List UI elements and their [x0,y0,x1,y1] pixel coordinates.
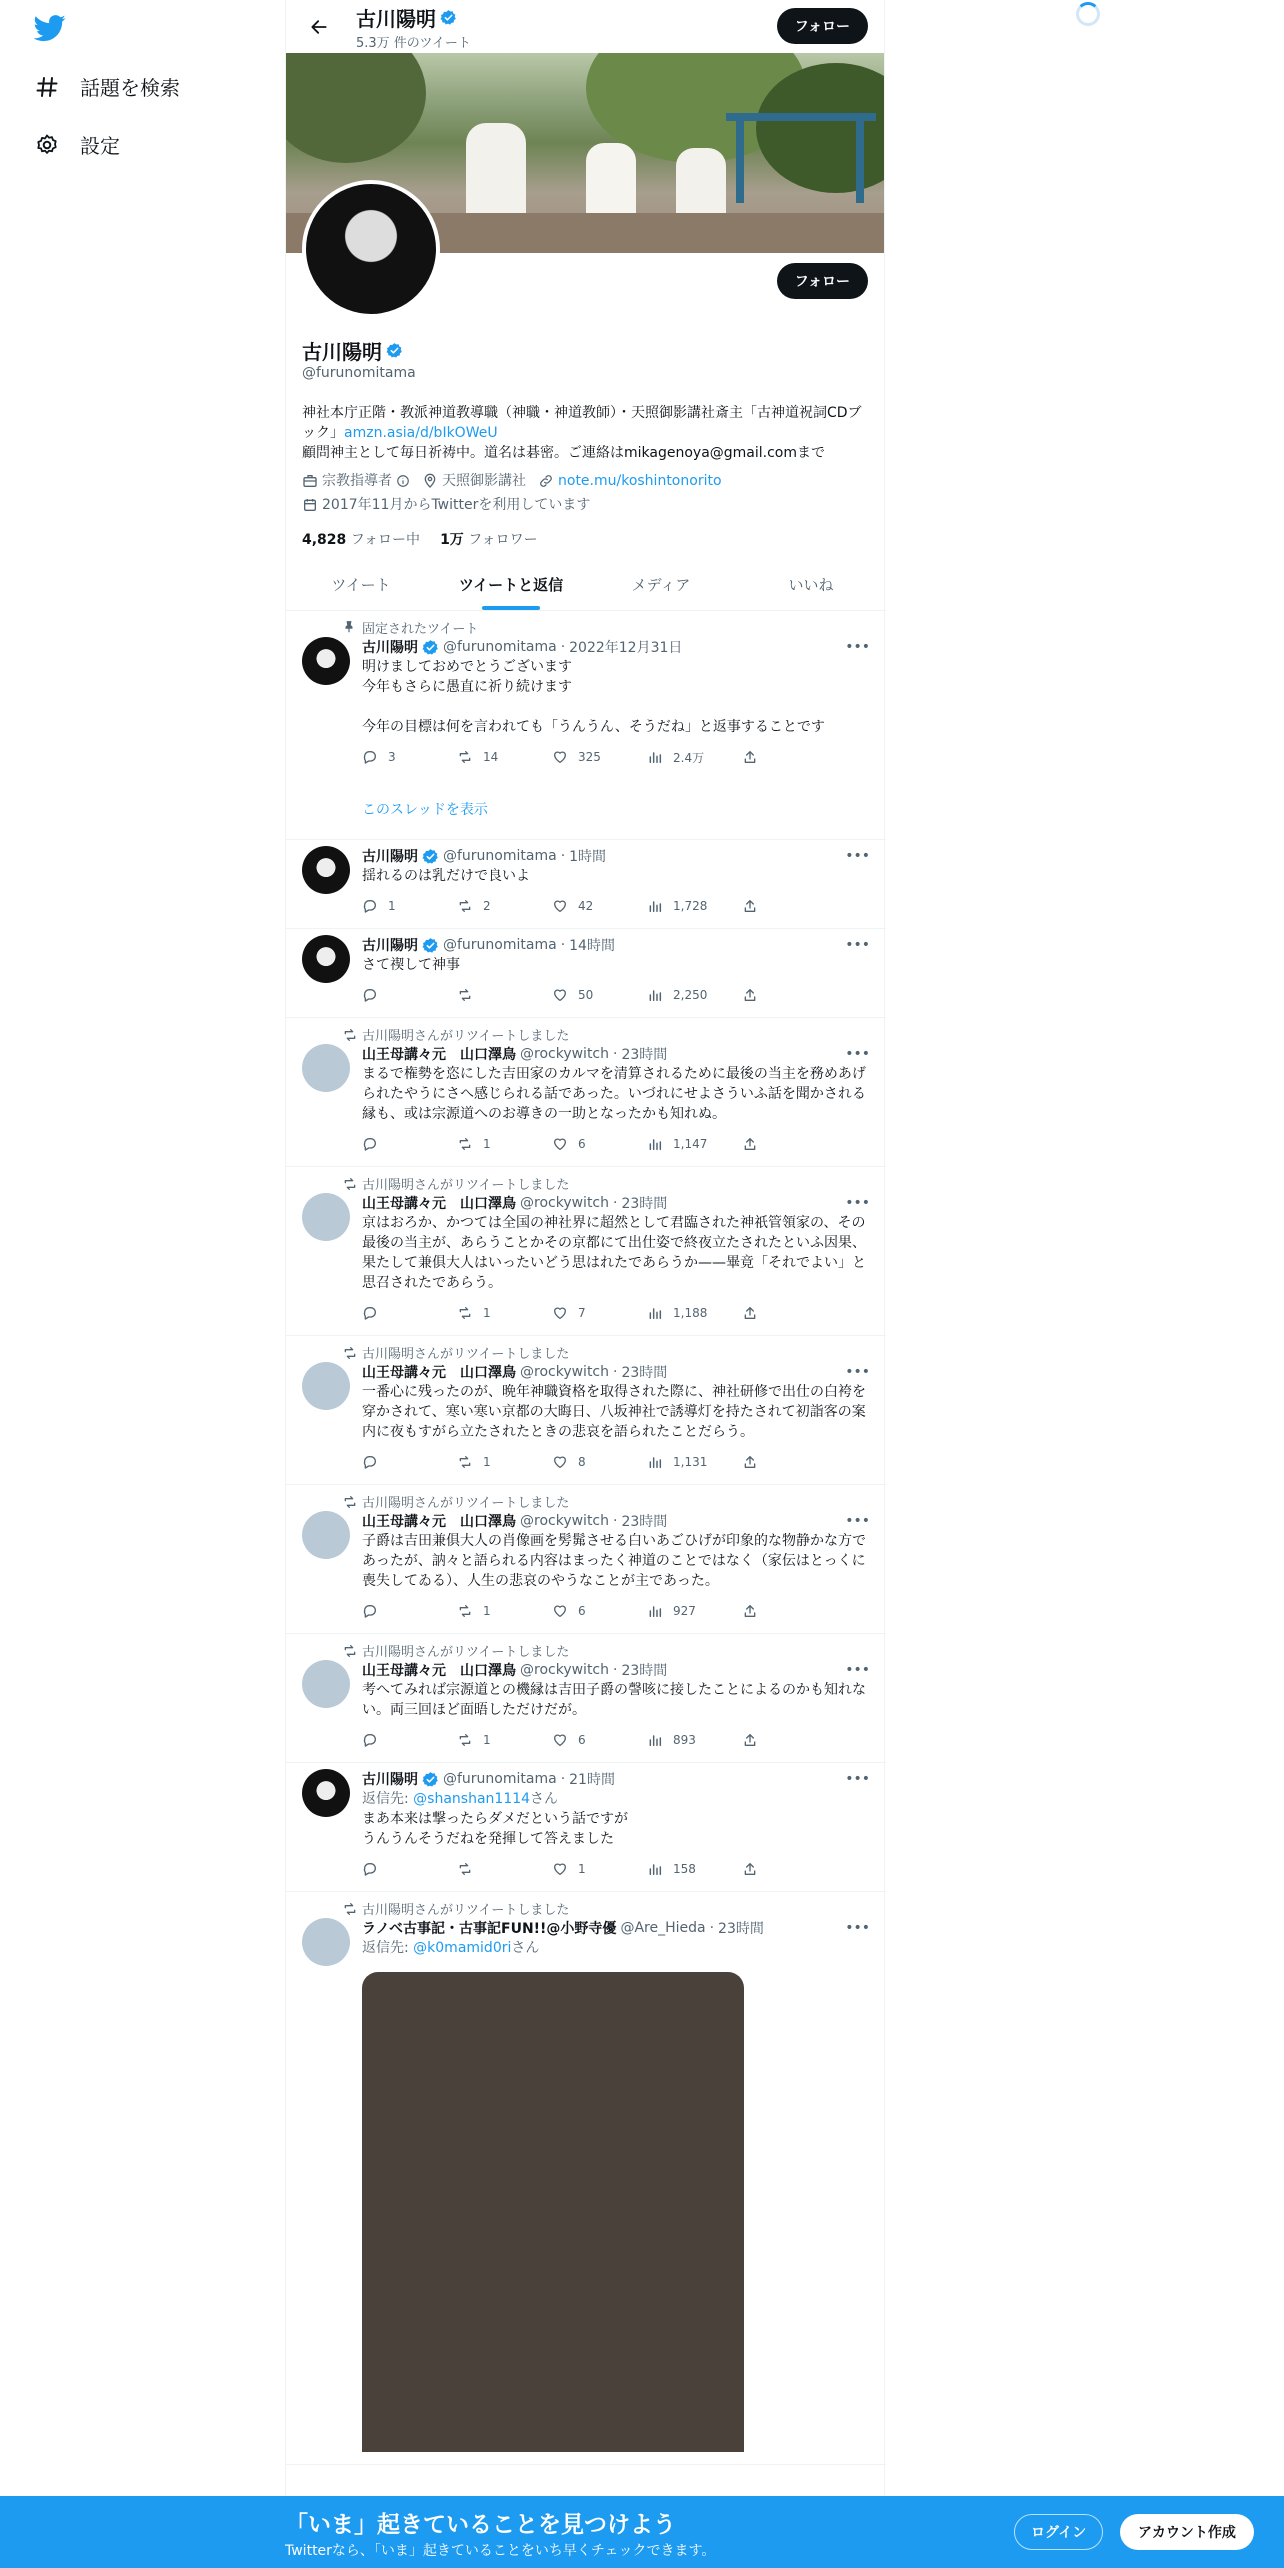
bio-link[interactable]: amzn.asia/d/bIkOWeU [344,425,498,441]
retweet-icon [457,1732,473,1748]
tweet-author-handle[interactable]: @rockywitch [520,1046,610,1062]
tweet-header [362,935,870,955]
reply-to-line: 返信先: @shanshan1114さん [362,1791,559,1807]
share-icon [742,1305,758,1321]
tweet-dot: · [709,1920,715,1936]
retweet-context-icon [342,1643,358,1663]
heart-icon [552,1603,568,1619]
tweet-avatar[interactable] [302,1511,350,1559]
nav-explore-label: 話題を検索 [80,76,180,100]
tweet-header [362,1769,870,1789]
more-options-icon[interactable]: ••• [845,1364,870,1380]
tweet[interactable] [286,1634,886,1763]
tweet[interactable] [286,1167,886,1336]
tweet-header [362,1044,870,1064]
heart-icon [552,1861,568,1877]
tweet-dot: · [613,1662,618,1678]
show-thread-link[interactable]: このスレッドを表示 [362,802,488,818]
tweet-actions [362,747,870,767]
retweet-button[interactable]: 1 [457,1454,552,1470]
tweet-dot: · [613,1046,618,1062]
like-button[interactable]: 6 [552,1136,647,1152]
loading-spinner [1076,2,1100,26]
reply-icon [362,1136,378,1152]
views-button[interactable]: 927 [647,1603,742,1619]
tweet-author-name[interactable]: 古川陽明 [362,849,418,865]
gear-icon [34,132,60,158]
retweet-button[interactable]: 1 [457,1305,552,1321]
tweet-header [362,1918,870,1938]
tweet-text: 考へてみれば宗源道との機縁は吉田子爵の謦咳に接したことによるのかも知れない。両三回ほど面晤しただけだが。 [362,1682,866,1718]
verified-badge-icon [422,937,439,954]
retweet-button[interactable]: 14 [457,749,552,765]
signup-subtitle: Twitterなら、「いま」起きていることをいち早くチェックできます。 [285,2543,716,2559]
like-button[interactable]: 6 [552,1603,647,1619]
signup-title: 「いま」起きていることを見つけよう [285,2512,676,2538]
tweet-text: まあ本来は撃ったらダメだという話ですが うんうんそうだねを発揮して答えました [362,1811,628,1847]
tweet-author-handle[interactable]: @furunomitama [443,1771,557,1787]
tweet-author-handle[interactable]: @rockywitch [520,1513,610,1529]
tab-likes[interactable]: いいね [788,575,834,594]
signup-banner [0,2496,1284,2568]
retweet-icon [457,898,473,914]
website-link[interactable]: note.mu/koshintonorito [558,473,722,489]
tweet-avatar[interactable] [302,1362,350,1410]
retweet-icon [457,987,473,1003]
reply-to-handle[interactable]: @shanshan1114 [413,1791,531,1807]
views-button[interactable]: 2.4万 [647,749,742,766]
reply-button[interactable] [362,1732,457,1748]
location-pin-icon [422,473,438,489]
profile-handle: @furunomitama [302,365,416,381]
tweet-time[interactable]: 21時間 [569,1772,615,1788]
tweet-context: 古川陽明さんがリツイートしました [302,1640,870,1660]
tweet-author-name[interactable]: 山王母講々元 山口澤鳥 [362,1514,516,1530]
tweet-actions [362,1303,870,1323]
more-options-icon[interactable]: ••• [845,1920,870,1936]
reply-button[interactable]: 3 [362,749,457,765]
tweet-header [362,1660,870,1680]
like-button[interactable]: 6 [552,1732,647,1748]
tweet-author-name[interactable]: 古川陽明 [362,1772,418,1788]
tweet-count: 5.3万 件のツイート [356,35,471,51]
tweet-dot: · [560,848,566,864]
follow-button-top[interactable]: フォロー [777,8,868,44]
retweet-button[interactable]: 1 [457,1603,552,1619]
views-button[interactable]: 158 [647,1861,742,1877]
tweet-time[interactable]: 14時間 [569,938,615,954]
share-button[interactable] [742,749,837,765]
share-icon [742,1454,758,1470]
briefcase-icon [302,473,318,489]
views-chart-icon [647,1732,663,1748]
tweet[interactable] [286,1018,886,1167]
login-button[interactable]: ログイン [1014,2514,1103,2550]
views-button[interactable]: 1,728 [647,898,742,914]
reply-icon [362,1603,378,1619]
tweet-text: 明けましておめでとうございます 今年もさらに愚直に祈り続けます 今年の目標は何を言われても「うんうん、そうだね」と返事することです [362,659,825,735]
heart-icon [552,1454,568,1470]
profile-column [285,0,885,2568]
tweet[interactable] [286,1892,886,2465]
more-options-icon[interactable]: ••• [845,1046,870,1062]
reply-icon [362,898,378,914]
tweet-time[interactable]: 23時間 [621,1514,668,1530]
reply-button[interactable] [362,1603,457,1619]
tweet-dot: · [560,1771,566,1787]
tweet-text: さて禊して神事 [362,957,460,973]
tweet-text: 子爵は吉田兼俱大人の肖像画を髣髴させる白いあごひげが印象的な物静かな方であったが、訥々と語られる内容はまったく神道のことではなく（家伝はとっくに喪失してゐる）、人生の悲哀のやうなことが主であった。 [362,1533,866,1589]
reply-button[interactable] [362,1454,457,1470]
like-button[interactable]: 42 [552,898,647,914]
verified-badge-icon [422,848,439,865]
retweet-context-icon [342,1494,358,1514]
share-button[interactable] [742,1305,837,1321]
profile-location: 天照御影講社 [422,471,526,491]
share-button[interactable] [742,898,837,914]
profile-website [538,471,722,491]
nav-explore[interactable] [34,72,180,101]
tweet-avatar[interactable] [302,935,350,983]
retweet-button[interactable]: 1 [457,1732,552,1748]
reply-icon [362,749,378,765]
views-button[interactable]: 1,131 [647,1454,742,1470]
tweet-time[interactable]: 1時間 [569,849,607,865]
more-options-icon[interactable]: ••• [845,1513,870,1529]
tweet[interactable] [286,840,886,929]
tweet-actions [362,1859,870,1879]
tweet-dot: · [613,1195,618,1211]
views-button[interactable]: 2,250 [647,987,742,1003]
tweet-author-handle[interactable]: @furunomitama [443,848,557,864]
heart-icon [552,749,568,765]
tweet-author-name[interactable]: 山王母講々元 山口澤鳥 [362,1365,516,1381]
tweet-text: 京はおろか、かつては全国の神社界に超然として君臨された神祇管領家の、その最後の当主が、あらうことかその京都にて出仕姿で終夜立たされたといふ因果、果たして兼俱大人はいったいどう思はれたであらうか——畢竟「それでよい」と思召されたであらう。 [362,1215,866,1291]
like-button[interactable]: 50 [552,987,647,1003]
reply-button[interactable] [362,1305,457,1321]
tweet-context: 古川陽明さんがリツイートしました [302,1173,870,1193]
views-button[interactable]: 1,188 [647,1305,742,1321]
more-options-icon[interactable]: ••• [845,1662,870,1678]
views-chart-icon [647,1136,663,1152]
tab-tweets-and-replies[interactable]: ツイートと返信 [436,558,586,610]
share-button[interactable] [742,987,837,1003]
tweet-dot: · [613,1364,618,1380]
verified-badge-icon [440,9,457,26]
heart-icon [552,898,568,914]
tweet-context: 古川陽明さんがリツイートしました [302,1491,870,1511]
like-button[interactable]: 1 [552,1861,647,1877]
tweet[interactable] [286,1336,886,1485]
heart-icon [552,987,568,1003]
reply-icon [362,1732,378,1748]
views-button[interactable]: 893 [647,1732,742,1748]
retweet-icon [457,1454,473,1470]
share-icon [742,1136,758,1152]
views-chart-icon [647,1305,663,1321]
followers-stat[interactable]: 1万 フォロワー [440,532,538,548]
tweet-header [362,1511,870,1531]
reply-button[interactable]: 1 [362,898,457,914]
views-chart-icon [647,1454,663,1470]
tweet-author-handle[interactable]: @rockywitch [520,1195,610,1211]
tweet-header [362,846,870,866]
share-icon [742,987,758,1003]
tweet-author-handle[interactable]: @Are_Hieda [620,1920,706,1936]
share-button[interactable] [742,1603,837,1619]
tweet-avatar[interactable] [302,1660,350,1708]
tweet-media-image[interactable] [362,1972,744,2452]
tweet-actions [362,1730,870,1750]
retweet-context-icon [342,1901,358,1921]
retweet-button[interactable]: 2 [457,898,552,914]
retweet-context-icon [342,1027,358,1047]
reply-icon [362,1454,378,1470]
retweet-icon [457,1136,473,1152]
tweet-context: 固定されたツイート [302,617,870,637]
like-button[interactable]: 7 [552,1305,647,1321]
heart-icon [552,1136,568,1152]
tweet-avatar[interactable] [302,1044,350,1092]
tweet-time[interactable]: 2022年12月31日 [569,640,683,656]
profile-category: 宗教指導者 [302,471,410,491]
heart-icon [552,1305,568,1321]
more-options-icon[interactable]: ••• [845,1195,870,1211]
tweet-context: 古川陽明さんがリツイートしました [302,1342,870,1362]
back-arrow-icon[interactable] [302,10,336,44]
share-button[interactable] [742,1454,837,1470]
tab-media[interactable]: メディア [631,575,691,594]
tweet-avatar[interactable] [302,1193,350,1241]
reply-button[interactable] [362,1136,457,1152]
tweet-header [362,637,870,657]
retweet-button[interactable]: 1 [457,1136,552,1152]
nav-settings-label: 設定 [80,134,120,158]
info-icon[interactable] [396,474,410,488]
tweet-avatar[interactable] [302,1918,350,1966]
tweet[interactable] [286,1763,886,1892]
verified-badge-icon [386,342,403,359]
twitter-bird-icon[interactable] [34,12,66,44]
profile-name: 古川陽明 [302,336,870,365]
tweet-actions [362,1134,870,1154]
tweet-author-name[interactable]: ラノベ古事記・古事記FUN!!@小野寺優 [362,1921,617,1937]
reply-to-line: 返信先: @k0mamid0riさん [362,1940,540,1956]
tweet-text: 揺れるのは乳だけで良いよ [362,868,530,884]
tweet-author-name[interactable]: 山王母講々元 山口澤鳥 [362,1196,516,1212]
following-stat[interactable]: 4,828 フォロー中 [302,532,421,548]
tweet-time[interactable]: 23時間 [621,1196,668,1212]
tweet-context: 古川陽明さんがリツイートしました [302,1024,870,1044]
tweet-author-name[interactable]: 山王母講々元 山口澤鳥 [362,1047,516,1063]
share-icon [742,898,758,914]
calendar-icon [302,497,318,513]
reply-button[interactable] [362,987,457,1003]
like-button[interactable]: 325 [552,749,647,765]
tweet-text: 一番心に残ったのが、晩年神職資格を取得された際に、神社研修で出仕の白袴を穿かされて、寒い寒い京都の大晦日、八坂神社で誘導灯を持たされて初詣客の案内に夜もすがら立たされたときの悲哀を語られたことだらう。 [362,1384,866,1440]
more-options-icon[interactable]: ••• [845,639,870,655]
share-icon [742,1732,758,1748]
header-name: 古川陽明 [356,3,471,32]
reply-to-handle[interactable]: @k0mamid0ri [413,1940,512,1956]
follow-stats [302,529,870,549]
tweet-avatar[interactable] [302,846,350,894]
retweet-icon [457,1305,473,1321]
profile-joined: 2017年11月からTwitterを利用しています [302,495,590,515]
tweet-dot: · [613,1513,618,1529]
signup-button[interactable]: アカウント作成 [1120,2514,1254,2550]
profile-bio: 神社本庁正階・教派神道教導職（神職・神道教師）・天照御影講社斎主「古神道祝詞CDブック」amzn.asia/d/bIkOWeU 顧問神主として毎日祈祷中。道名は碁密。ご連絡はmikagenoya@gmail.comまで [302,405,862,461]
profile-info [302,336,870,549]
tweet-author-handle[interactable]: @rockywitch [520,1662,610,1678]
tweet-author-name[interactable]: 古川陽明 [362,938,418,954]
verified-badge-icon [422,1771,439,1788]
tweet-author-name[interactable]: 古川陽明 [362,640,418,656]
retweet-icon [457,749,473,765]
tweet-context: 古川陽明さんがリツイートしました [302,1898,870,1918]
profile-tabs [286,558,886,611]
tweet[interactable] [286,611,886,840]
follow-button[interactable]: フォロー [777,263,868,299]
share-icon [742,749,758,765]
tweet-author-handle[interactable]: @furunomitama [443,639,557,655]
tweet-actions [362,985,870,1005]
hashtag-icon [34,74,60,100]
tweet-dot: · [560,639,566,655]
views-chart-icon [647,1861,663,1877]
tweet[interactable] [286,1485,886,1634]
share-button[interactable] [742,1732,837,1748]
tweet[interactable] [286,929,886,1018]
tweet-time[interactable]: 23時間 [621,1365,668,1381]
tweet-avatar[interactable] [302,1769,350,1817]
views-chart-icon [647,987,663,1003]
verified-badge-icon [422,639,439,656]
views-chart-icon [647,1603,663,1619]
reply-icon [362,1305,378,1321]
retweet-button[interactable] [457,1861,552,1877]
reply-icon [362,1861,378,1877]
tweet-dot: · [560,937,566,953]
tweet-actions [362,896,870,916]
pin-icon [342,620,356,638]
tweet-header [362,1362,870,1382]
share-button[interactable] [742,1136,837,1152]
tweet-text: まるで権勢を恣にした吉田家のカルマを清算されるために最後の当主を務めあげられたやうにさへ感じられる話であった。いづれにせよさういふ話を聞かされる縁も、或は宗源道へのお導きの一助となったかも知れぬ。 [362,1066,866,1122]
heart-icon [552,1732,568,1748]
like-button[interactable]: 8 [552,1454,647,1470]
reply-icon [362,987,378,1003]
views-chart-icon [647,749,663,765]
profile-meta [302,471,870,515]
share-button[interactable] [742,1861,837,1877]
more-options-icon[interactable]: ••• [845,937,870,953]
more-options-icon[interactable]: ••• [845,1771,870,1787]
nav-settings[interactable] [34,130,120,159]
tweet-author-name[interactable]: 山王母講々元 山口澤鳥 [362,1663,516,1679]
tweet-time[interactable]: 23時間 [621,1663,668,1679]
retweet-icon [457,1861,473,1877]
tab-tweets[interactable]: ツイート [331,575,391,594]
retweet-context-icon [342,1345,358,1365]
share-icon [742,1861,758,1877]
tweet-header [362,1193,870,1213]
retweet-button[interactable] [457,987,552,1003]
tweet-actions [362,1601,870,1621]
more-options-icon[interactable]: ••• [845,848,870,864]
retweet-context-icon [342,1176,358,1196]
profile-avatar[interactable] [302,180,440,318]
share-icon [742,1603,758,1619]
tweet-time[interactable]: 23時間 [718,1921,764,1937]
tweet-feed [286,611,886,2465]
tweet-actions [362,1452,870,1472]
views-button[interactable]: 1,147 [647,1136,742,1152]
profile-header-bar [286,0,884,53]
tweet-author-handle[interactable]: @furunomitama [443,937,557,953]
retweet-icon [457,1603,473,1619]
tweet-author-handle[interactable]: @rockywitch [520,1364,610,1380]
link-icon [538,473,554,489]
reply-button[interactable] [362,1861,457,1877]
tweet-time[interactable]: 23時間 [621,1047,668,1063]
tweet-avatar[interactable] [302,637,350,685]
views-chart-icon [647,898,663,914]
